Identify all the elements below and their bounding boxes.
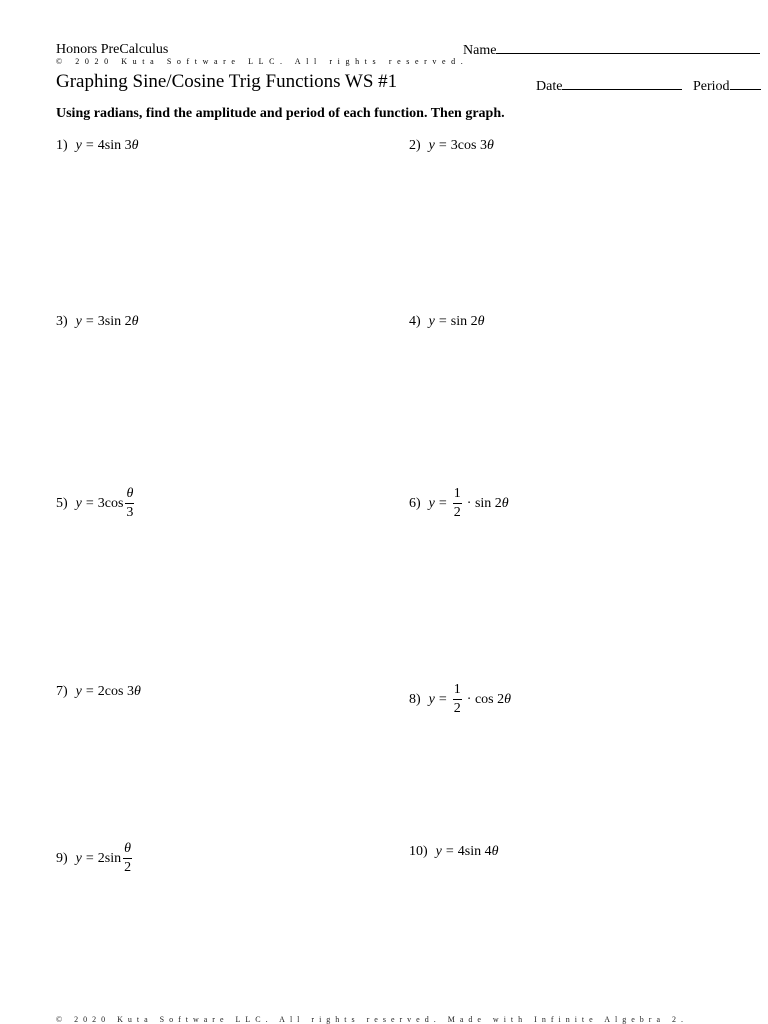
equals-sign: = [85, 850, 94, 866]
date-label: Date [536, 79, 563, 94]
fraction [453, 487, 462, 520]
variable-y: y [75, 138, 82, 153]
variable-y: y [435, 844, 442, 859]
fraction-numerator: 1 [453, 487, 462, 504]
fraction [125, 487, 134, 520]
problem-6 [409, 487, 509, 520]
problem-number: 5) [56, 495, 68, 511]
fraction-numerator: θ [123, 842, 132, 859]
equals-sign: = [438, 495, 447, 511]
problem-number: 7) [56, 684, 68, 699]
worksheet-title: Graphing Sine/Cosine Trig Functions WS #1 [56, 71, 398, 92]
theta-symbol: θ [133, 684, 141, 699]
problem-7 [56, 684, 141, 700]
function-expression: · cos 2 [466, 691, 505, 707]
variable-y: y [75, 495, 82, 511]
period-label: Period [693, 79, 730, 94]
problem-number: 2) [409, 138, 421, 153]
variable-y: y [428, 314, 435, 329]
problem-2 [409, 138, 494, 154]
period-blank-line[interactable] [730, 88, 761, 90]
date-field[interactable] [536, 77, 682, 95]
problem-5 [56, 487, 136, 520]
fraction-numerator: θ [125, 487, 134, 504]
fraction-numerator: 1 [453, 683, 462, 700]
variable-y: y [428, 138, 435, 153]
variable-y: y [75, 684, 82, 699]
theta-symbol: θ [486, 138, 494, 153]
problem-8 [409, 683, 511, 716]
theta-symbol: θ [131, 314, 139, 329]
variable-y: y [428, 691, 435, 707]
problem-number: 10) [409, 844, 428, 859]
course-name: Honors PreCalculus [56, 42, 169, 57]
date-blank-line[interactable] [562, 88, 682, 90]
variable-y: y [75, 314, 82, 329]
name-blank-line[interactable] [496, 52, 760, 54]
function-expression: 4sin 4 [457, 844, 492, 859]
equals-sign: = [85, 314, 94, 329]
equals-sign: = [85, 684, 94, 699]
problem-10 [409, 844, 499, 860]
fraction-denominator: 2 [453, 505, 461, 520]
function-expression: 3cos 3 [450, 138, 487, 153]
footer-copyright: © 2020 Kuta Software LLC. All rights reserved. Made with Infinite Algebra 2. [56, 1015, 689, 1024]
function-expression: 2cos 3 [97, 684, 134, 699]
variable-y: y [75, 850, 82, 866]
fraction [123, 842, 132, 875]
function-expression: · sin 2 [466, 495, 502, 511]
fraction [453, 683, 462, 716]
variable-y: y [428, 495, 435, 511]
theta-symbol: θ [477, 314, 485, 329]
equals-sign: = [85, 495, 94, 511]
problem-4 [409, 314, 485, 330]
function-expression: 2sin [97, 850, 122, 866]
problem-number: 6) [409, 495, 421, 511]
name-field[interactable] [463, 41, 760, 59]
problem-number: 9) [56, 850, 68, 866]
problem-number: 3) [56, 314, 68, 329]
problem-3 [56, 314, 139, 330]
theta-symbol: θ [501, 495, 509, 511]
equals-sign: = [445, 844, 454, 859]
period-field[interactable] [693, 77, 761, 95]
theta-symbol: θ [491, 844, 499, 859]
name-label: Name [463, 43, 497, 58]
equals-sign: = [85, 138, 94, 153]
equals-sign: = [438, 138, 447, 153]
problem-number: 4) [409, 314, 421, 329]
theta-symbol: θ [131, 138, 139, 153]
function-expression: sin 2 [450, 314, 478, 329]
problem-9 [56, 842, 134, 875]
function-expression: 3cos [97, 495, 124, 511]
problem-number: 1) [56, 138, 68, 153]
equals-sign: = [438, 691, 447, 707]
problem-1 [56, 138, 139, 154]
fraction-denominator: 2 [124, 860, 132, 875]
equals-sign: = [438, 314, 447, 329]
fraction-denominator: 3 [126, 505, 134, 520]
fraction-denominator: 2 [453, 701, 461, 716]
function-expression: 4sin 3 [97, 138, 132, 153]
function-expression: 3sin 2 [97, 314, 132, 329]
problem-number: 8) [409, 691, 421, 707]
theta-symbol: θ [504, 691, 512, 707]
copyright-notice: © 2020 Kuta Software LLC. All rights reserved. [56, 57, 469, 66]
instructions: Using radians, find the amplitude and period of each function. Then graph. [56, 106, 505, 121]
